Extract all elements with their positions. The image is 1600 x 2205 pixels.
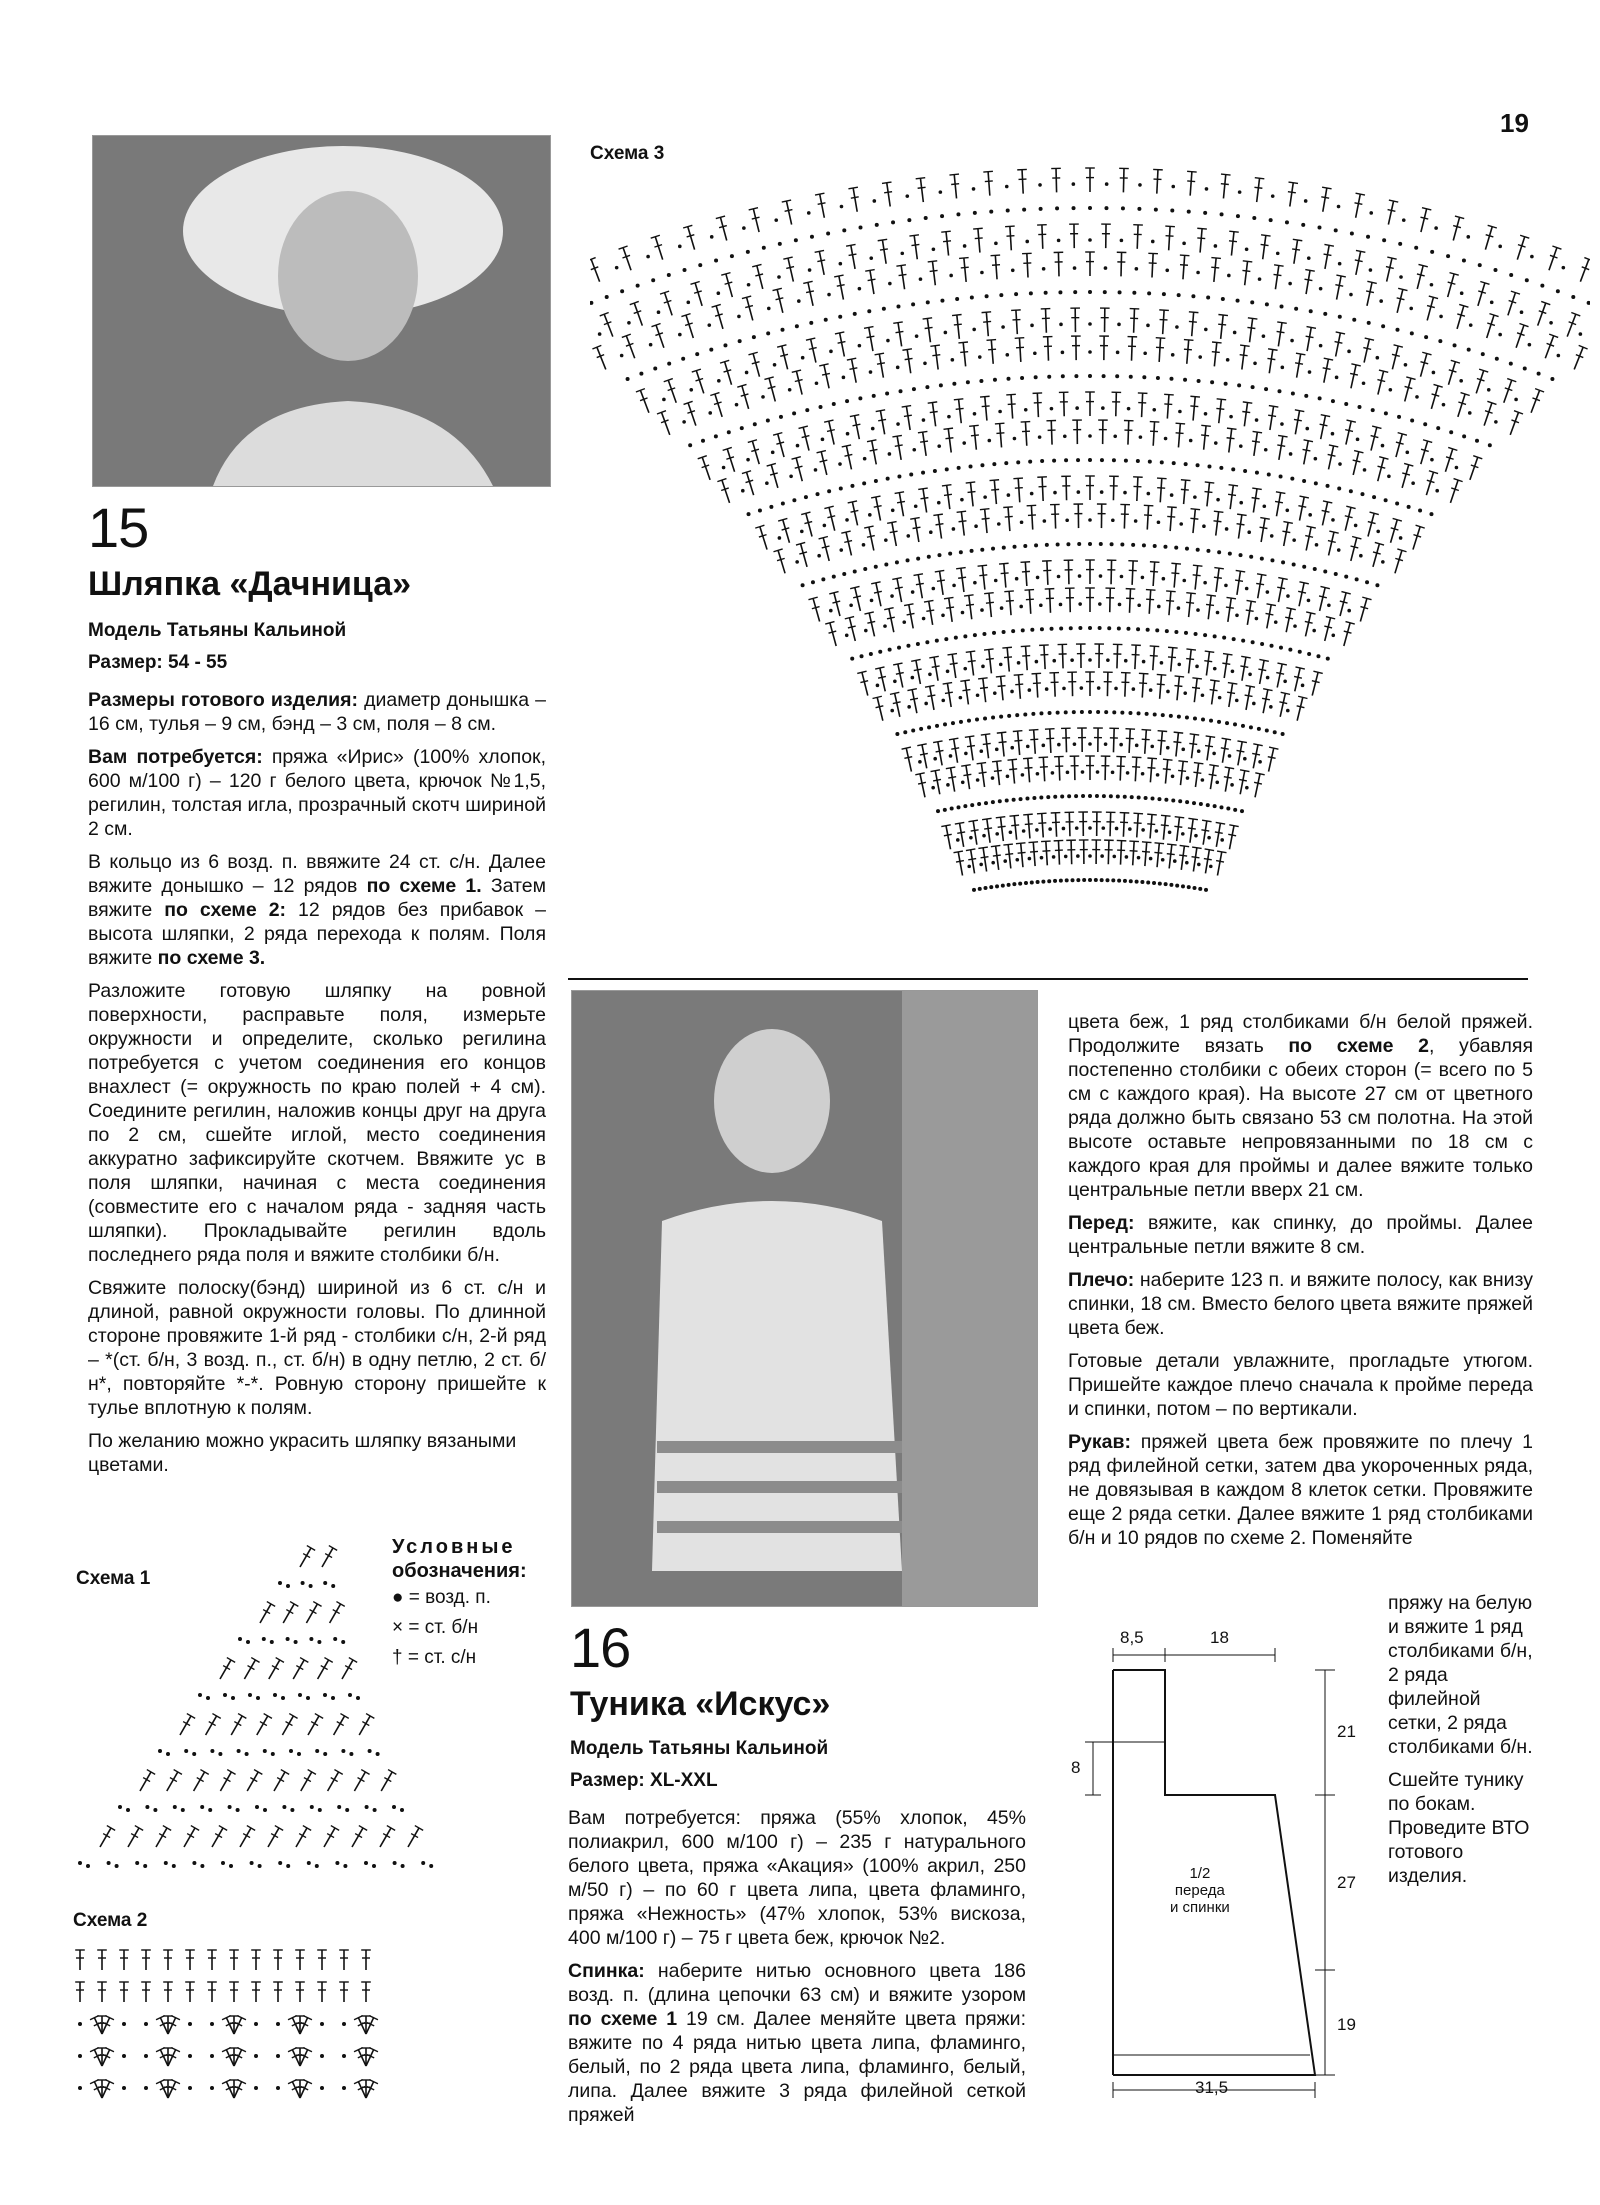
schema-3-title: Схема 3 xyxy=(590,143,665,164)
dim-18: 18 xyxy=(1210,1628,1229,1647)
section-divider xyxy=(568,978,1528,980)
legend-sc: × = ст. б/н xyxy=(392,1617,479,1638)
dim-27: 27 xyxy=(1337,1873,1356,1892)
dim-19: 19 xyxy=(1337,2015,1356,2034)
hat-instructions-3: Свяжите полоску(бэнд) шириной из 6 ст. с/н и длиной, равной окружности головы. По длинной стороне провяжите 1-й ряд - столбики с/н, 2-й ряд – *(ст. б/н, 3 возд. п., ст. б/н) в одну петлю, 2 ст. б/н*, повторяйте *-*. Ровную сторону пришейте к тулье вплотную к полям. xyxy=(88,1277,546,1419)
hat-materials: Вам потребуется: пряжа «Ирис» (100% хлопок, 600 м/100 г) – 120 г белого цвета, крючок №1,5, регилин, толстая игла, прозрачный скотч шириной 2 см. xyxy=(88,746,546,840)
legend-title-2: обозначения: xyxy=(392,1560,527,1582)
hat-photo xyxy=(92,135,551,487)
tunic-finishing: Готовые детали увлажните, прогладьте утюгом. Пришейте каждое плечо сначала к пройме переда и спинки, потом – по вертикали. xyxy=(1068,1350,1533,1420)
article-15-title: Шляпка «Дачница» xyxy=(88,565,412,603)
article-15-author: Модель Татьяны Кальиной xyxy=(88,620,347,641)
page-number: 19 xyxy=(1500,108,1529,138)
legend-dc: † = ст. с/н xyxy=(392,1647,477,1668)
tunic-photo xyxy=(571,990,1038,1607)
schema-2-diagram xyxy=(70,1940,390,2110)
pattern-label: 1/2 переда и спинки xyxy=(1170,1865,1230,1916)
tunic-sleeve: Рукав: пряжей цвета беж провяжите по плечу 1 ряд филейной сетки, затем два укороченных ряда, не довязывая в каждом 8 клеток сетки. Провяжите еще 2 ряда сетки. Далее вяжите 1 ряд столбиками б/н и 10 рядов по схеме 2. Поменяйте xyxy=(1068,1431,1533,1549)
article-16-size: Размер: XL-XXL xyxy=(570,1770,718,1791)
legend-title-1: Условные xyxy=(392,1536,516,1558)
tunic-assembly: Сшейте тунику по бокам. Проведите ВТО готового изделия. xyxy=(1388,1769,1530,1887)
dim-8-5: 8,5 xyxy=(1120,1628,1144,1647)
tunic-front: Перед: вяжите, как спинку, до проймы. Далее центральные петли вяжите 8 см. xyxy=(1068,1212,1533,1258)
hat-dimensions: Размеры готового изделия: диаметр донышка – 16 см, тулья – 9 см, бэнд – 3 см, поля – 8 см. xyxy=(88,689,546,735)
pattern-diagram xyxy=(1065,1620,1385,2105)
tunic-yarn-change: пряжу на белую и вяжите 1 ряд столбиками б/н, 2 ряда филейной сетки, 2 ряда столбиками б/н. xyxy=(1388,1592,1533,1758)
dim-31-5: 31,5 xyxy=(1195,2078,1229,2097)
schema-3-diagram xyxy=(590,165,1590,950)
legend xyxy=(392,1535,532,1673)
article-15-size: Размер: 54 - 55 xyxy=(88,652,228,673)
hat-instructions-2: Разложите готовую шляпку на ровной поверхности, расправьте поля, измерьте окружности и определите, сколько регилина потребуется с учетом соединения его концов внахлест (= окружность по краю полей + 4 см). Соедините регилин, наложив концы друг на друга по 2 см, сшейте иглой, место соединения аккуратно зафиксируйте скотчем. Ввяжите ус в поля шляпки, начиная с места соединения (совместите его с началом ряда - задняя часть шляпки). Прокладывайте регилин вдоль последнего ряда поля и вяжите столбики б/н. xyxy=(88,980,546,1266)
tunic-materials: Вам потребуется: пряжа (55% хлопок, 45% полиакрил, 600 м/100 г) – 235 г натурального белого цвета, пряжа «Акация» (100% акрил, 250 м/50 г) – по 60 г цвета липа, цвета фламинго, пряжа «Нежность» (47% хлопок, 53% вискоза, 400 м/100 г) – 75 г цвета беж, крючок №2. xyxy=(568,1807,1026,1949)
hat-instructions-4: По желанию можно украсить шляпку вязаными цветами. xyxy=(88,1430,517,1476)
hat-instructions-1: В кольцо из 6 возд. п. ввяжите 24 ст. с/н. Далее вяжите донышко – 12 рядов по схеме 1. Затем вяжите по схеме 2: 12 рядов без прибавок – высота шляпки, 2 ряда перехода к полям. Поля вяжите по схеме 3. xyxy=(88,851,546,969)
article-16-number: 16 xyxy=(570,1616,631,1679)
article-16-title: Туника «Искус» xyxy=(570,1685,831,1723)
schema-1-title: Схема 1 xyxy=(76,1568,151,1589)
schema-2-title: Схема 2 xyxy=(73,1910,148,1931)
article-16-col2-end xyxy=(1388,1591,1533,1897)
article-15-number: 15 xyxy=(88,496,149,559)
tunic-shoulder: Плечо: наберите 123 п. и вяжите полосу, как внизу спинки, 18 см. Вместо белого цвета вяжите пряжей цвета беж. xyxy=(1068,1269,1533,1339)
article-16-col2 xyxy=(1068,1010,1533,1559)
article-16-author: Модель Татьяны Кальиной xyxy=(570,1738,829,1759)
tunic-back-cont: цвета беж, 1 ряд столбиками б/н белой пряжей. Продолжите вязать по схеме 2, убавляя постепенно столбики с обеих сторон (= всего по 5 см с каждого края). На высоте 27 см от цветного ряда должно быть связано 53 см полотна. На этой высоте оставьте непровязанными по 18 см с каждого края для проймы и далее вяжите только центральные петли вверх 21 см. xyxy=(1068,1011,1533,1201)
dim-8: 8 xyxy=(1071,1758,1081,1777)
dim-21: 21 xyxy=(1337,1722,1356,1741)
article-16-col1 xyxy=(568,1806,1026,2136)
tunic-back: Спинка: наберите нитью основного цвета 186 возд. п. (длина цепочки 63 см) и вяжите узором по схеме 1 19 см. Далее меняйте цвета пряжи: вяжите по 4 ряда нитью цвета липа, фламинго, белый, по 2 ряда цвета липа, фламинго, белый, липа. Далее вяжите 3 ряда филейной сеткой пряжей xyxy=(568,1960,1026,2126)
article-15-body xyxy=(88,688,546,1486)
legend-chain: ● = возд. п. xyxy=(392,1587,491,1608)
